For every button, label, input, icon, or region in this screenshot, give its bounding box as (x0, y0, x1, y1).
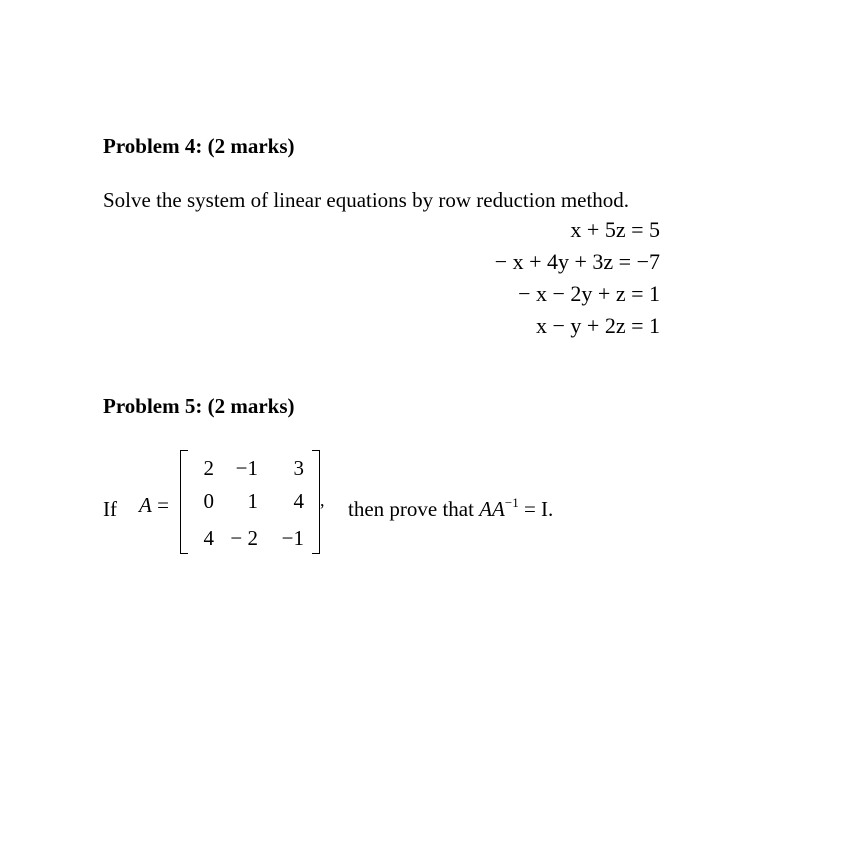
matrix-a (180, 450, 320, 554)
equation-2: − x + 4y + 3z = −7 (494, 249, 660, 274)
matrix-name: A (139, 493, 152, 517)
matrix-cell: 4 (203, 526, 214, 550)
prove-rhs: = I. (523, 497, 554, 521)
if-label: If (103, 497, 117, 521)
matrix-cell: 2 (203, 456, 214, 480)
equals-sign: = (157, 493, 169, 517)
problem-4-instruction: Solve the system of linear equations by row reduction method. (103, 188, 630, 212)
matrix-comma: , (320, 490, 325, 510)
equation-1: x + 5z = 5 (570, 217, 660, 242)
matrix-cell: − 2 (230, 526, 258, 550)
right-bracket (312, 450, 320, 554)
matrix-cell: 3 (293, 456, 304, 480)
matrix-assignment (139, 493, 169, 517)
prove-text: then prove that (348, 497, 474, 521)
matrix-cell: 4 (293, 489, 304, 513)
equation-3: − x − 2y + z = 1 (518, 281, 660, 306)
prove-lhs: AA (479, 497, 505, 521)
prove-statement (348, 497, 553, 521)
equation-4: x − y + 2z = 1 (536, 313, 660, 338)
matrix-cell: 1 (247, 489, 258, 513)
matrix-cell: 0 (203, 489, 214, 513)
matrix-cell: −1 (281, 526, 304, 550)
inverse-exponent: −1 (504, 495, 519, 510)
problem-4-heading: Problem 4: (2 marks) (103, 134, 295, 158)
matrix-grid (188, 452, 312, 552)
matrix-cell: −1 (235, 456, 258, 480)
problem-5-heading: Problem 5: (2 marks) (103, 394, 295, 418)
equation-system (495, 214, 660, 342)
